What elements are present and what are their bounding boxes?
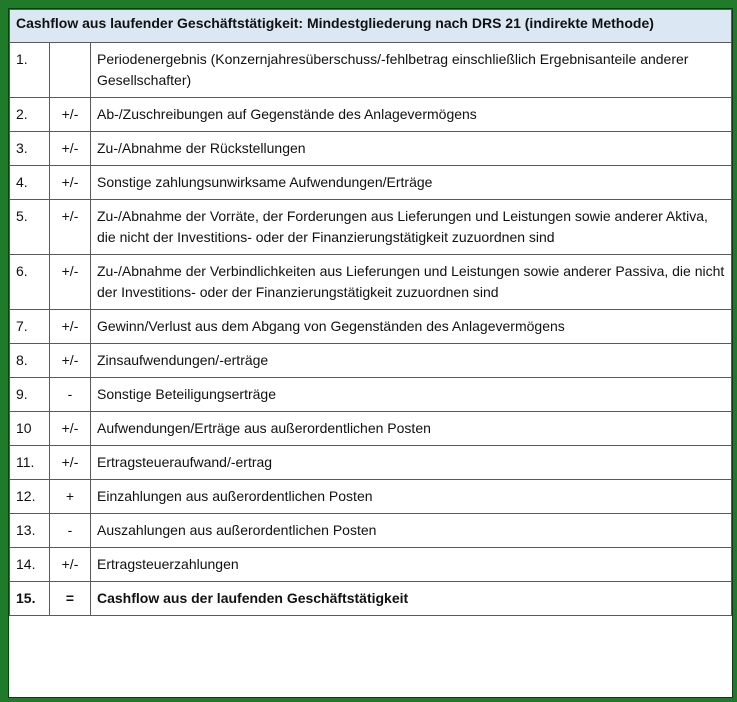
row-sign: +/- (50, 344, 91, 378)
row-sign: +/- (50, 98, 91, 132)
row-number: 2. (10, 98, 50, 132)
row-number: 4. (10, 166, 50, 200)
row-sign: - (50, 378, 91, 412)
row-sign: +/- (50, 446, 91, 480)
table-row (10, 446, 732, 480)
row-number: 9. (10, 378, 50, 412)
row-sign: + (50, 480, 91, 514)
row-description: Ertragsteuerzahlungen (91, 548, 732, 582)
row-number: 3. (10, 132, 50, 166)
table-row (10, 378, 732, 412)
table-row (10, 98, 732, 132)
title-row (10, 10, 732, 43)
table-row (10, 132, 732, 166)
row-sign: - (50, 514, 91, 548)
row-description: Auszahlungen aus außerordentlichen Posten (91, 514, 732, 548)
table-row (10, 548, 732, 582)
row-number: 15. (10, 582, 50, 616)
table-row (10, 200, 732, 255)
row-description: Ab-/Zuschreibungen auf Gegenstände des Anlagevermögens (91, 98, 732, 132)
row-number: 5. (10, 200, 50, 255)
row-description: Zu-/Abnahme der Verbindlichkeiten aus Lieferungen und Leistungen sowie anderer Passiva, die nicht der Investitions- oder der Finanzierungstätigkeit zuzuordnen sind (91, 255, 732, 310)
table-row (10, 412, 732, 446)
table-row (10, 166, 732, 200)
table-row (10, 310, 732, 344)
row-number: 10 (10, 412, 50, 446)
row-sign: +/- (50, 166, 91, 200)
row-description: Einzahlungen aus außerordentlichen Posten (91, 480, 732, 514)
row-sign: +/- (50, 310, 91, 344)
table-title: Cashflow aus laufender Geschäftstätigkeit: Mindestgliederung nach DRS 21 (indirekte Methode) (10, 10, 732, 43)
row-number: 6. (10, 255, 50, 310)
row-sign: +/- (50, 132, 91, 166)
row-number: 1. (10, 43, 50, 98)
row-number: 12. (10, 480, 50, 514)
table-row (10, 43, 732, 98)
table-row (10, 344, 732, 378)
row-description: Cashflow aus der laufenden Geschäftstätigkeit (91, 582, 732, 616)
row-description: Zu-/Abnahme der Rückstellungen (91, 132, 732, 166)
row-number: 11. (10, 446, 50, 480)
row-sign (50, 43, 91, 98)
row-sign: +/- (50, 412, 91, 446)
row-sign: +/- (50, 200, 91, 255)
row-number: 13. (10, 514, 50, 548)
row-description: Gewinn/Verlust aus dem Abgang von Gegenständen des Anlagevermögens (91, 310, 732, 344)
row-description: Zu-/Abnahme der Vorräte, der Forderungen aus Lieferungen und Leistungen sowie anderer Aktiva, die nicht der Investitions- oder der Finanzierungstätigkeit zuzuordnen sind (91, 200, 732, 255)
table-container (8, 8, 733, 698)
row-sign: +/- (50, 548, 91, 582)
row-description: Zinsaufwendungen/-erträge (91, 344, 732, 378)
row-description: Periodenergebnis (Konzernjahresüberschuss/-fehlbetrag einschließlich Ergebnisanteile anderer Gesellschafter) (91, 43, 732, 98)
row-description: Sonstige zahlungsunwirksame Aufwendungen/Erträge (91, 166, 732, 200)
row-sign: = (50, 582, 91, 616)
table-row (10, 480, 732, 514)
cashflow-table (9, 9, 732, 616)
table-row (10, 255, 732, 310)
row-number: 14. (10, 548, 50, 582)
row-sign: +/- (50, 255, 91, 310)
row-description: Aufwendungen/Erträge aus außerordentlichen Posten (91, 412, 732, 446)
total-row (10, 582, 732, 616)
row-number: 8. (10, 344, 50, 378)
row-description: Sonstige Beteiligungserträge (91, 378, 732, 412)
row-description: Ertragsteueraufwand/-ertrag (91, 446, 732, 480)
row-number: 7. (10, 310, 50, 344)
table-row (10, 514, 732, 548)
